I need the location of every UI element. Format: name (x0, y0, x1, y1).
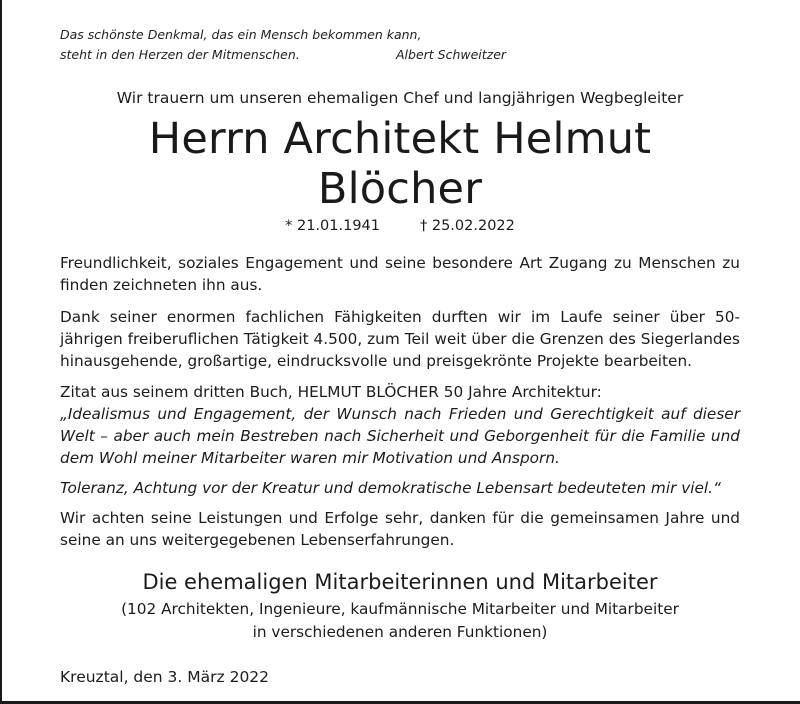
motto-line-2: steht in den Herzen der Mitmenschen. (60, 47, 300, 62)
signature-sub-line-2: in verschiedenen anderen Funktionen) (252, 623, 548, 641)
signature-title: Die ehemaligen Mitarbeiterinnen und Mitarbeiter (142, 570, 658, 594)
intro-text: Wir trauern um unseren ehemaligen Chef und langjährigen Wegbegleiter (116, 89, 684, 107)
paragraph-quote-intro: Zitat aus seinem dritten Buch, HELMUT BLÖCHER 50 Jahre Architektur: (60, 383, 602, 401)
quote-paragraph-1: „Idealismus und Engagement, der Wunsch nach Frieden und Gerechtigkeit auf dieser Welt – aber auch mein Bestreben nach Sicherheit und Geborgenheit für die Familie und dem Wohl meiner Mitarbeiter waren mir Motivation und Ansporn. (60, 405, 740, 467)
deceased-name: Herrn Architekt Helmut Blöcher (148, 114, 652, 214)
motto-author: Albert Schweitzer (396, 47, 507, 62)
signature-sub-line-1: (102 Architekten, Ingenieure, kaufmännische Mitarbeiter und Mitarbeiter (121, 600, 679, 618)
life-dates (60, 216, 740, 236)
birth-date: * 21.01.1941 (285, 218, 380, 234)
paragraph-character: Freundlichkeit, soziales Engagement und seine besondere Art Zugang zu Menschen zu finden zeichneten ihn aus. (60, 254, 740, 294)
place-and-date: Kreuztal, den 3. März 2022 (60, 668, 270, 686)
quote-paragraph-2: Toleranz, Achtung vor der Kreatur und demokratische Lebensart bedeuteten mir viel.“ (60, 479, 721, 497)
paragraph-thanks: Wir achten seine Leistungen und Erfolge sehr, danken für die gemeinsamen Jahre und seine an uns weitergegebenen Lebenserfahrungen. (60, 509, 740, 549)
motto-quote (60, 22, 740, 66)
death-date: † 25.02.2022 (420, 218, 515, 234)
motto-line-1: Das schönste Denkmal, das ein Mensch bekommen kann, (60, 27, 422, 42)
obituary-notice (60, 22, 740, 687)
paragraph-career: Dank seiner enormen fachlichen Fähigkeiten durften wir im Laufe seiner über 50-jährigen freiberuflichen Tätigkeit 4.500, zum Teil weit über die Grenzen des Siegerlandes hinausgehende, großartige, eindrucksvolle und preisgekrönte Projekte bearbeiten. (60, 308, 740, 370)
